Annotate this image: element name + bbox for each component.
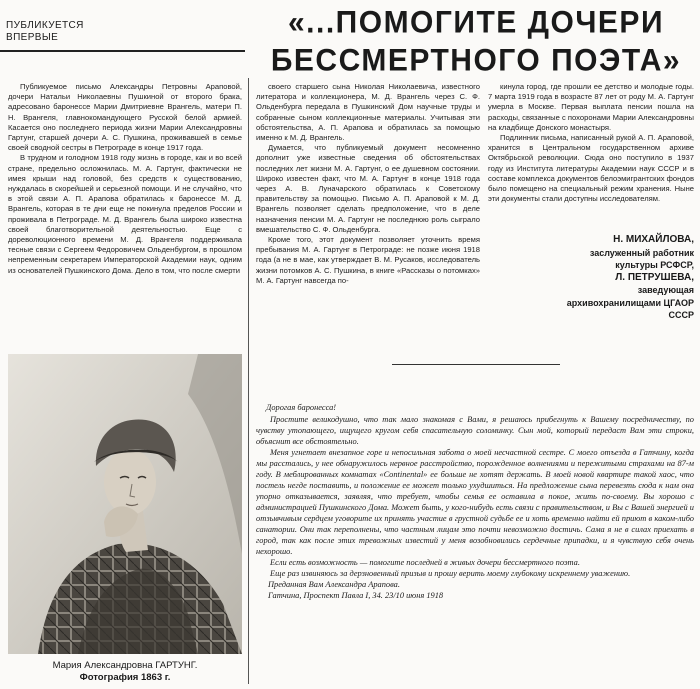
author-title: культуры РСФСР, — [615, 260, 694, 270]
kicker-rule — [0, 50, 245, 52]
author-title: СССР — [668, 310, 694, 320]
caption-year: Фотография 1863 г. — [79, 672, 171, 683]
letter-address: Гатчина, Проспект Павла I, 34. 23/10 июня 1918 — [268, 591, 444, 600]
author-name: Л. ПЕТРУШЕВА, — [615, 271, 694, 283]
portrait-illustration — [8, 354, 242, 654]
kicker-label: ПУБЛИКУЕТСЯ ВПЕРВЫЕ — [6, 20, 84, 43]
article-paragraph: Публикуемое письмо Александры Петровны Араповой, дочери Натальи Николаевны Пушкиной от второго брака, адресовано баронессе Марии Дмитриевне Врангель, матери П. Н. Врангеля, главнокомандующего Русской белой армией. Касается оно последнего периода жизни Марии Александровны Гартунг, старшей дочери А. С. Пушкина, проживавшей в семье своей сводной сестры в Петрограде в конце 1917 года. — [8, 82, 242, 153]
article-column-2 — [256, 82, 480, 370]
photo-caption — [8, 660, 242, 684]
letter-paragraph: Меня угнетает внезапное горе и непосильная забота о моей несчастной сестре. С моего отъезда в Гатчину, когда мы расстались, у нее обнаружилось нервное расстройство, порожденное волнениями и пережитыми страхами на 87-м году. В меблированных комнатах «Continental» ее больше не хотят держать. В моей новой квартире такой хаос, что постель негде поставить, и положение ее может только ухудшиться. На предложение сына перевезть сюда к нам она упорно отказывается, заявляя, что требует, чтобы семья ее оставила в покое, жить по-своему. Вы хорошо с администрацией Пушкинского Дома. Может быть, у кого-нибудь есть связи с правительством, и Вы с Вашей энергией и отзывчивым сердцем уговорите их принять участие в грустной судьбе ее и хоть временно найти ей приют в каком-либо санатории. Они так переполнены, что частным лицам это почти невозможно достичь. Сама я не в силах приехать в город, так как после этих тревожных известий у меня возобновились сердечные припадки, и я чувствую себя очень нехорошо. — [256, 448, 694, 556]
article-paragraph: Думается, что публикуемый документ несомненно дополнит уже известные сведения об обстоятельствах последних лет жизни М. А. Гартунг, о ее душевном состоянии. Широко известен факт, что М. А. Гартунг в конце 1918 года через А. В. Луначарского обратилась к Советскому правительству за помощью. Письмо А. П. Араповой к М. Д. Врангель позволяет сделать предположение, что в деле назначения пенсии М. А. Гартунг не последнюю роль сыграло вмешательство С. Ф. Ольденбурга. — [256, 143, 480, 234]
section-divider — [392, 364, 560, 365]
article-paragraph: кинула город, где прошли ее детство и молодые годы. 7 марта 1919 года в возрасте 87 лет от роду М. А. Гартунг умерла в Москве. Первая выплата пенсии пошла на расходы, связанные с похоронами Марии Александровны на кладбище Донского монастыря. — [488, 82, 694, 132]
letter-text — [256, 402, 694, 686]
caption-name: Мария Александровна ГАРТУНГ. — [52, 660, 198, 671]
article-paragraph: В трудном и голодном 1918 году жизнь в городе, как и во всей стране, предельно осложнилась. М. А. Гартунг, фактически не имея крыши над головой, без средств к существованию, нуждалась в скорейшей и серьезной помощи. И не случайно, что в этой связи А. П. Арапова обратилась к баронессе М. Д. Врангель, которая в те дни еще не покинула пределов России и проживала в Петрограде. М. Д. Врангель была широко известна своей благотворительной деятельностью. Еще с дореволюционного времени М. Д. Врангеля поддерживала тесные связи с Сергеем Федоровичем Ольденбургом, в прошлом непременным секретарем Императорской Академии наук, одним из основателей Пушкинского Дома. Дело в том, что после смерти — [8, 153, 242, 275]
letter-closing: Преданная Вам Александра Арапова. — [268, 580, 400, 589]
author-title: заведующая — [637, 285, 694, 295]
letter-paragraph: Еще раз извиняюсь за дерзновенный призыв и прошу верить моему глубокому искреннему уважению. — [270, 569, 631, 578]
column-divider — [248, 78, 249, 684]
letter-paragraph: Если есть возможность — помогите последней в живых дочери бессмертного поэта. — [270, 558, 580, 567]
article-column-1 — [8, 82, 242, 350]
headline — [256, 4, 696, 80]
article-paragraph: Подлинник письма, написанный рукой А. П. Араповой, хранится в Центральном государственном архиве Октябрьской революции. Сюда оно поступило в 1937 году из Института литературы Академии наук СССР и в составе комплекса документов белоэмигрантских фондов было помещено на специальный режим хранения. Ныне эти документы стали доступны исследователям. — [488, 133, 694, 204]
article-paragraph: Кроме того, этот документ позволяет уточнить время пребывания М. А. Гартунг в Петрограде: не позже июня 1918 года (а не в мае, как утверждает В. М. Русаков, исследователь жизни потомков А. С. Пушкина, в книге «Рассказы о потомках» М. А. Гартунг навсегда по- — [256, 235, 480, 285]
author-title: заслуженный работник — [589, 247, 694, 258]
portrait-photo — [8, 354, 242, 654]
headline-line: «...ПОМОГИТЕ ДОЧЕРИ — [287, 5, 665, 40]
article-paragraph: своего старшего сына Николая Николаевича, известного литератора и коллекционера, М. Д. Врангель через С. Ф. Ольденбурга передала в Пушкинский Дом научные труды и собранные сыном коллекционные материалы. Учитывая эти обстоятельства, А. П. Арапова и обратилась за помощью именно к М. Д. Врангель. — [256, 82, 480, 143]
author-title: архивохранилищами ЦГАОР — [566, 297, 694, 308]
headline-line: БЕССМЕРТНОГО ПОЭТА» — [270, 43, 682, 78]
letter-paragraph: Простите великодушно, что так мало знакомая с Вами, я решаюсь прибегнуть к Вашему посредничеству, по чувству утопающего, ищущего кругом себя спасательную соломинку. Сын мой, который передаст Вам эти строки, объяснит все обстоятельно. — [256, 415, 694, 446]
author-signature — [522, 234, 694, 322]
author-name: Н. МИХАЙЛОВА, — [613, 234, 694, 245]
article-column-3 — [488, 82, 694, 224]
letter-salutation: Дорогая баронесса! — [266, 403, 337, 412]
